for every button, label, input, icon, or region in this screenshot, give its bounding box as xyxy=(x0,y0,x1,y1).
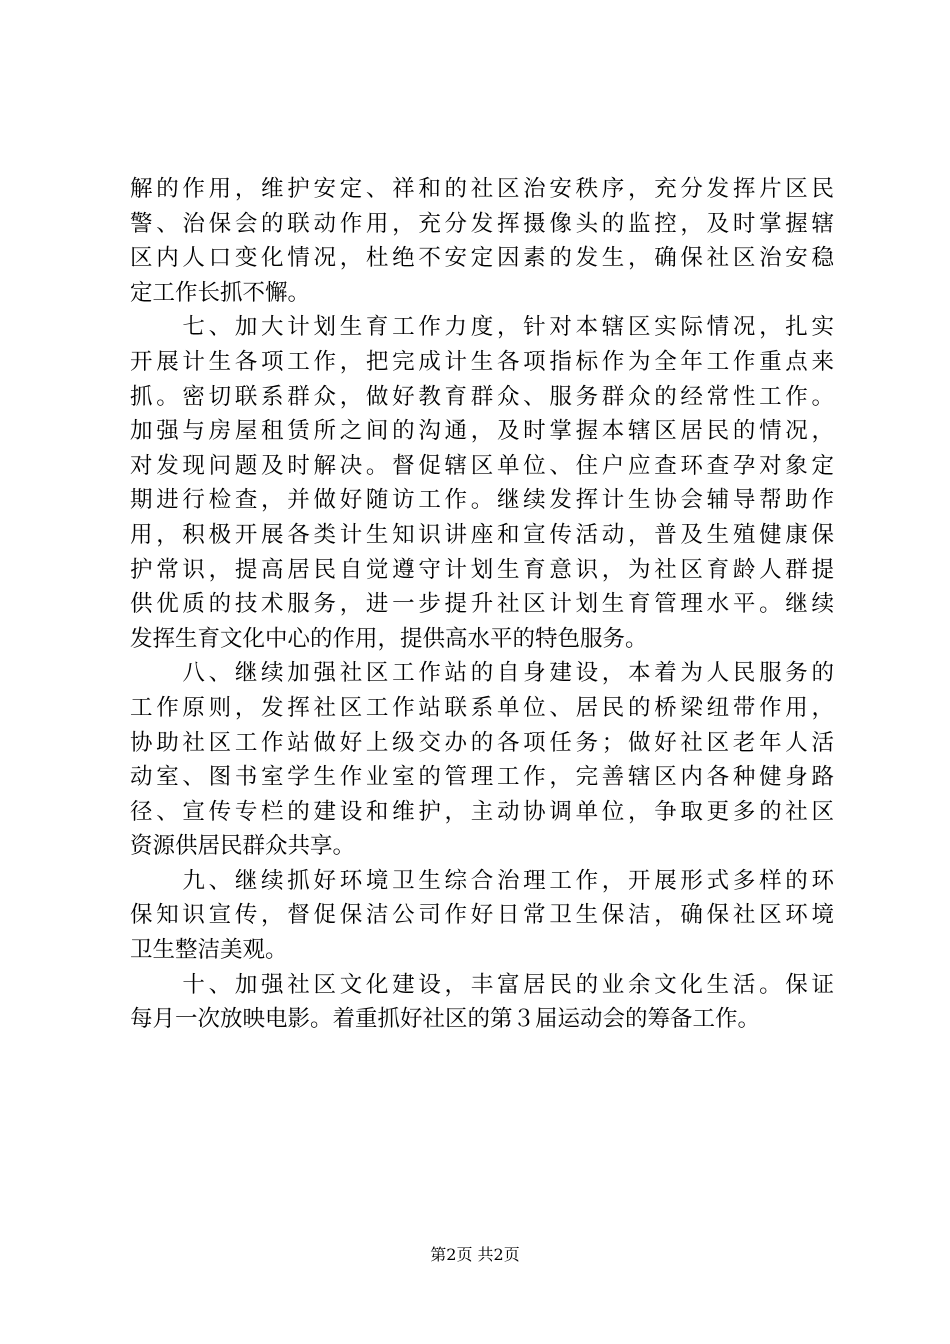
text-line: 协助社区工作站做好上级交办的各项任务；做好社区老年人活 xyxy=(130,729,834,756)
text-line: 解的作用，维护安定、祥和的社区治安秩序，充分发挥片区民 xyxy=(130,176,834,202)
text-line: 抓。密切联系群众，做好教育群众、服务群众的经常性工作。 xyxy=(130,383,834,410)
document-body xyxy=(130,172,834,1037)
text-line: 期进行检查，并做好随访工作。继续发挥计生协会辅导帮助作 xyxy=(130,487,834,514)
text-line: 开展计生各项工作，把完成计生各项指标作为全年工作重点来 xyxy=(130,348,834,375)
text-line: 每月一次放映电影。着重抓好社区的第３届运动会的筹备工作。 xyxy=(130,1006,761,1033)
text-line: 工作原则，发挥社区工作站联系单位、居民的桥梁纽带作用， xyxy=(130,694,834,721)
text-line: 十、加强社区文化建设，丰富居民的业余文化生活。保证 xyxy=(130,971,834,998)
text-line: 八、继续加强社区工作站的自身建设，本着为人民服务的 xyxy=(130,660,834,687)
text-line: 卫生整洁美观。 xyxy=(130,937,288,964)
text-line: 加强与房屋租赁所之间的沟通，及时掌握本辖区居民的情况， xyxy=(130,418,834,445)
text-line: 发挥生育文化中心的作用，提供高水平的特色服务。 xyxy=(130,625,648,652)
text-line: 七、加大计划生育工作力度，针对本辖区实际情况，扎实 xyxy=(130,314,834,341)
text-line: 径、宣传专栏的建设和维护，主动协调单位，争取更多的社区 xyxy=(130,798,834,825)
text-line: 定工作长抓不懈。 xyxy=(130,279,311,306)
text-line: 用，积极开展各类计生知识讲座和宣传活动，普及生殖健康保 xyxy=(130,521,834,548)
text-line: 保知识宣传，督促保洁公司作好日常卫生保洁，确保社区环境 xyxy=(130,902,834,929)
text-line: 资源供居民群众共享。 xyxy=(130,833,356,860)
page-footer: 第2页 共2页 xyxy=(430,1245,520,1264)
text-line: 九、继续抓好环境卫生综合治理工作，开展形式多样的环 xyxy=(130,867,834,894)
text-line: 警、治保会的联动作用，充分发挥摄像头的监控，及时掌握辖 xyxy=(130,210,834,237)
text-line: 区内人口变化情况，杜绝不安定因素的发生，确保社区治安稳 xyxy=(130,245,834,272)
text-line: 供优质的技术服务，进一步提升社区计划生育管理水平。继续 xyxy=(130,591,834,618)
text-line: 动室、图书室学生作业室的管理工作，完善辖区内各种健身路 xyxy=(130,764,834,791)
text-line: 对发现问题及时解决。督促辖区单位、住户应查环查孕对象定 xyxy=(130,452,834,479)
text-line: 护常识，提高居民自觉遵守计划生育意识，为社区育龄人群提 xyxy=(130,556,834,583)
